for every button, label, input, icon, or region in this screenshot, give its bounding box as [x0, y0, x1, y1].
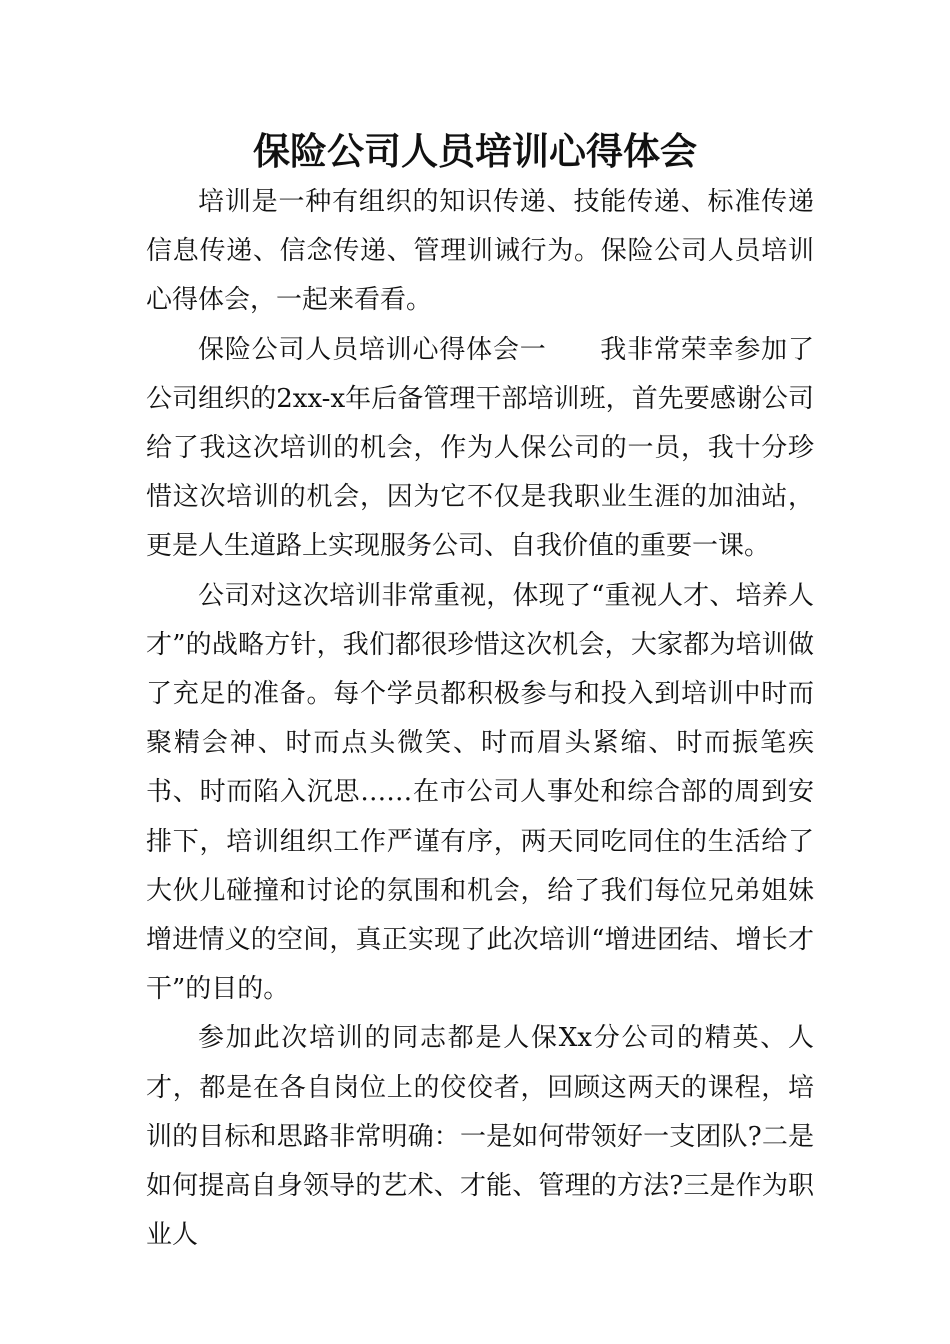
- paragraph-part-one: 保险公司人员培训心得体会一 我非常荣幸参加了公司组织的2xx-x年后备管理干部培训班，首先要感谢公司给了我这次培训的机会，作为人保公司的一员，我十分珍惜这次培训的机会，因为它不仅是我职业生涯的加油站，更是人生道路上实现服务公司、自我价值的重要一课。: [146, 334, 814, 562]
- paragraph-training-emphasis: 公司对这次培训非常重视，体现了“重视人才、培养人才”的战略方针，我们都很珍惜这次机会，大家都为培训做了充足的准备。每个学员都积极参与和投入到培训中时而聚精会神、时而点头微笑、时而眉头紧缩、时而振笔疾书、时而陷入沉思……在市公司人事处和综合部的周到安排下，培训组织工作严谨有序，两天同吃同住的生活给了大伙儿碰撞和讨论的氛围和机会，给了我们每位兄弟姐妹增进情义的空间，真正实现了此次培训“增进团结、增长才干”的目的。: [146, 580, 814, 1005]
- document-title: 保险公司人员培训心得体会: [253, 129, 697, 173]
- paragraph-intro: 培训是一种有组织的知识传递、技能传递、标准传递信息传递、信念传递、管理训诫行为。保险公司人员培训心得体会，一起来看看。: [146, 187, 814, 316]
- document-body: [146, 178, 814, 1260]
- paragraph-participants: 参加此次培训的同志都是人保Xx分公司的精英、人才，都是在各自岗位上的佼佼者，回顾这两天的课程，培训的目标和思路非常明确：一是如何带领好一支团队?二是如何提高自身领导的艺术、才能、管理的方法?三是作为职业人: [146, 1023, 814, 1251]
